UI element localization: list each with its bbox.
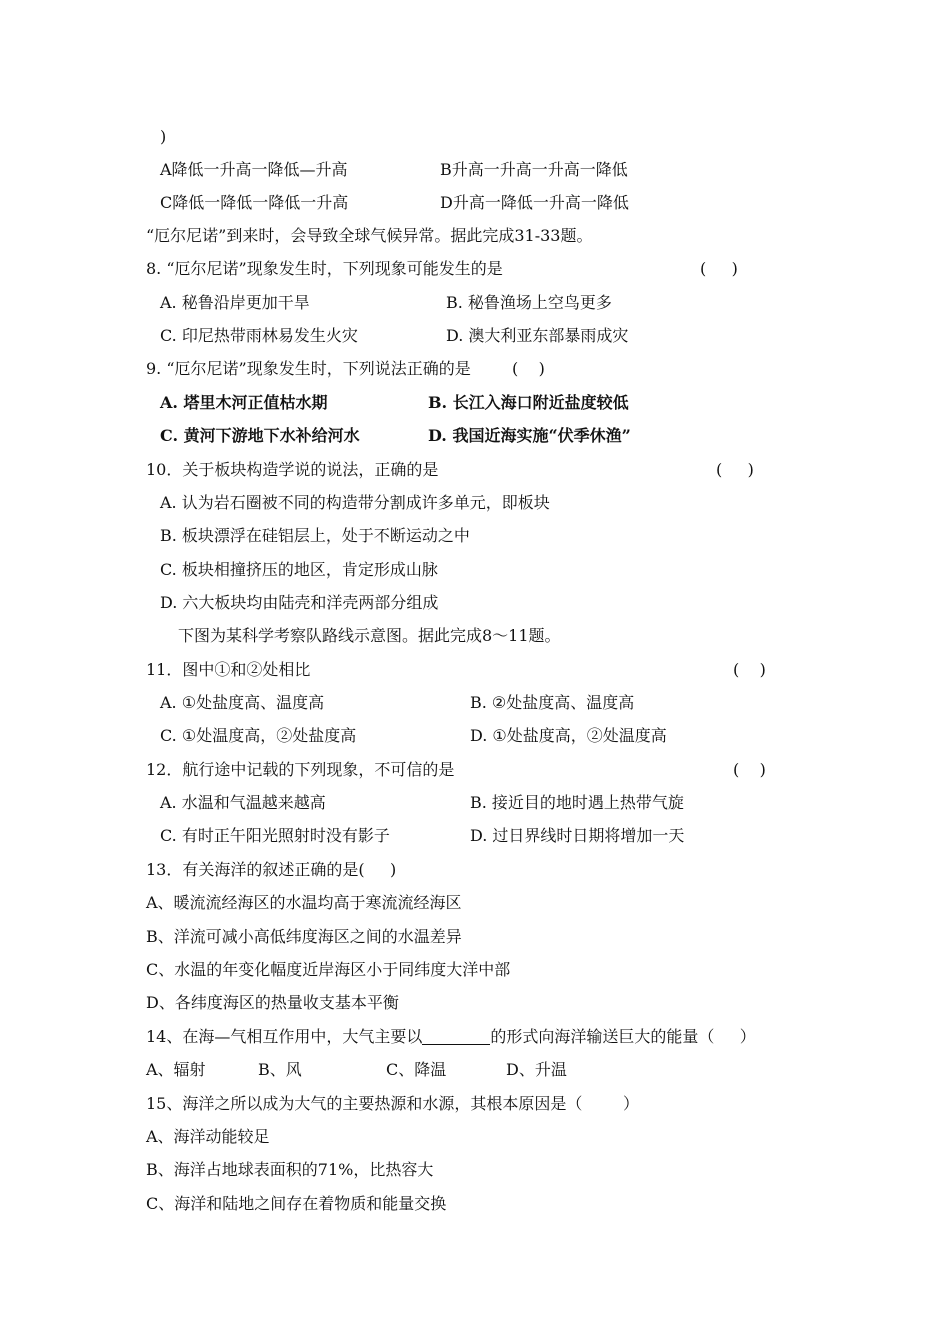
q10-option-c: C. 板块相撞挤压的地区，肯定形成山脉 <box>160 560 438 579</box>
answer-paren-11: ( ) <box>733 660 766 679</box>
question-11: 11．图中①和②处相比 <box>146 660 311 679</box>
q13-option-b: B、洋流可减小高低纬度海区之间的水温差异 <box>146 927 462 946</box>
question-14 <box>146 1026 756 1048</box>
question-10: 10．关于板块构造学说的说法，正确的是 <box>146 460 439 479</box>
question-13: 13．有关海洋的叙述正确的是( ) <box>146 860 397 879</box>
q8-option-d: D. 澳大利亚东部暴雨成灾 <box>446 326 629 345</box>
question-15: 15、海洋之所以成为大气的主要热源和水源，其根本原因是（ ） <box>146 1094 640 1113</box>
q11-option-c: C. ①处温度高，②处盐度高 <box>160 726 357 745</box>
q15-option-a: A、海洋动能较足 <box>146 1127 270 1146</box>
answer-paren-8: ( ) <box>700 259 738 278</box>
continued-paren: ) <box>160 127 167 146</box>
section-intro: “厄尔尼诺”到来时，会导致全球气候异常。据此完成31-33题。 <box>146 226 593 245</box>
q12-option-b: B. 接近目的地时遇上热带气旋 <box>470 793 684 812</box>
q10-option-b: B. 板块漂浮在硅铝层上，处于不断运动之中 <box>160 526 470 545</box>
q13-option-d: D、各纬度海区的热量收支基本平衡 <box>146 993 399 1012</box>
q12-option-d: D. 过日界线时日期将增加一天 <box>470 826 685 845</box>
option-b: B升高一升高一升高一降低 <box>440 160 628 179</box>
q11-option-a: A. ①处盐度高、温度高 <box>160 693 325 712</box>
q11-option-d: D. ①处盐度高，②处温度高 <box>470 726 667 745</box>
q14-option-b: B、风 <box>258 1060 302 1079</box>
q9-option-d: D. 我国近海实施“伏季休渔” <box>428 426 631 445</box>
fill-blank <box>422 1028 490 1045</box>
q9-option-b: B. 长江入海口附近盐度较低 <box>428 393 629 412</box>
q9-option-a: A. 塔里木河正值枯水期 <box>160 393 328 412</box>
q14-text-after: 的形式向海洋输送巨大的能量（ ） <box>490 1027 756 1046</box>
q15-option-b: B、海洋占地球表面积的71%，比热容大 <box>146 1160 434 1179</box>
figure-intro: 下图为某科学考察队路线示意图。据此完成8～11题。 <box>178 626 561 645</box>
q14-option-c: C、降温 <box>386 1060 447 1079</box>
question-12: 12．航行途中记载的下列现象，不可信的是 <box>146 760 455 779</box>
q12-option-c: C. 有时正午阳光照射时没有影子 <box>160 826 390 845</box>
q14-text-before: 14、在海—气相互作用中，大气主要以 <box>146 1027 423 1046</box>
q8-option-c: C. 印尼热带雨林易发生火灾 <box>160 326 358 345</box>
option-c: C降低一降低一降低一升高 <box>160 193 349 212</box>
q14-option-a: A、辐射 <box>146 1060 206 1079</box>
q10-option-a: A. 认为岩石圈被不同的构造带分割成许多单元，即板块 <box>160 493 550 512</box>
q13-option-c: C、水温的年变化幅度近岸海区小于同纬度大洋中部 <box>146 960 511 979</box>
option-d: D升高一降低一升高一降低 <box>440 193 629 212</box>
q13-option-a: A、暖流流经海区的水温均高于寒流流经海区 <box>146 893 462 912</box>
question-8: 8. “厄尔尼诺”现象发生时，下列现象可能发生的是 <box>146 259 503 278</box>
q15-option-c: C、海洋和陆地之间存在着物质和能量交换 <box>146 1194 447 1213</box>
question-9: 9. “厄尔尼诺”现象发生时，下列说法正确的是 <box>146 359 471 378</box>
option-a: A降低一升高一降低—升高 <box>160 160 348 179</box>
answer-paren-12: ( ) <box>733 760 766 779</box>
q10-option-d: D. 六大板块均由陆壳和洋壳两部分组成 <box>160 593 439 612</box>
q14-option-d: D、升温 <box>506 1060 567 1079</box>
q12-option-a: A. 水温和气温越来越高 <box>160 793 326 812</box>
q8-option-a: A. 秘鲁沿岸更加干旱 <box>160 293 310 312</box>
q8-option-b: B. 秘鲁渔场上空鸟更多 <box>446 293 612 312</box>
q9-option-c: C. 黄河下游地下水补给河水 <box>160 426 360 445</box>
answer-paren-10: ( ) <box>716 460 754 479</box>
answer-paren-9: ( ) <box>512 359 545 378</box>
q11-option-b: B. ②处盐度高、温度高 <box>470 693 635 712</box>
